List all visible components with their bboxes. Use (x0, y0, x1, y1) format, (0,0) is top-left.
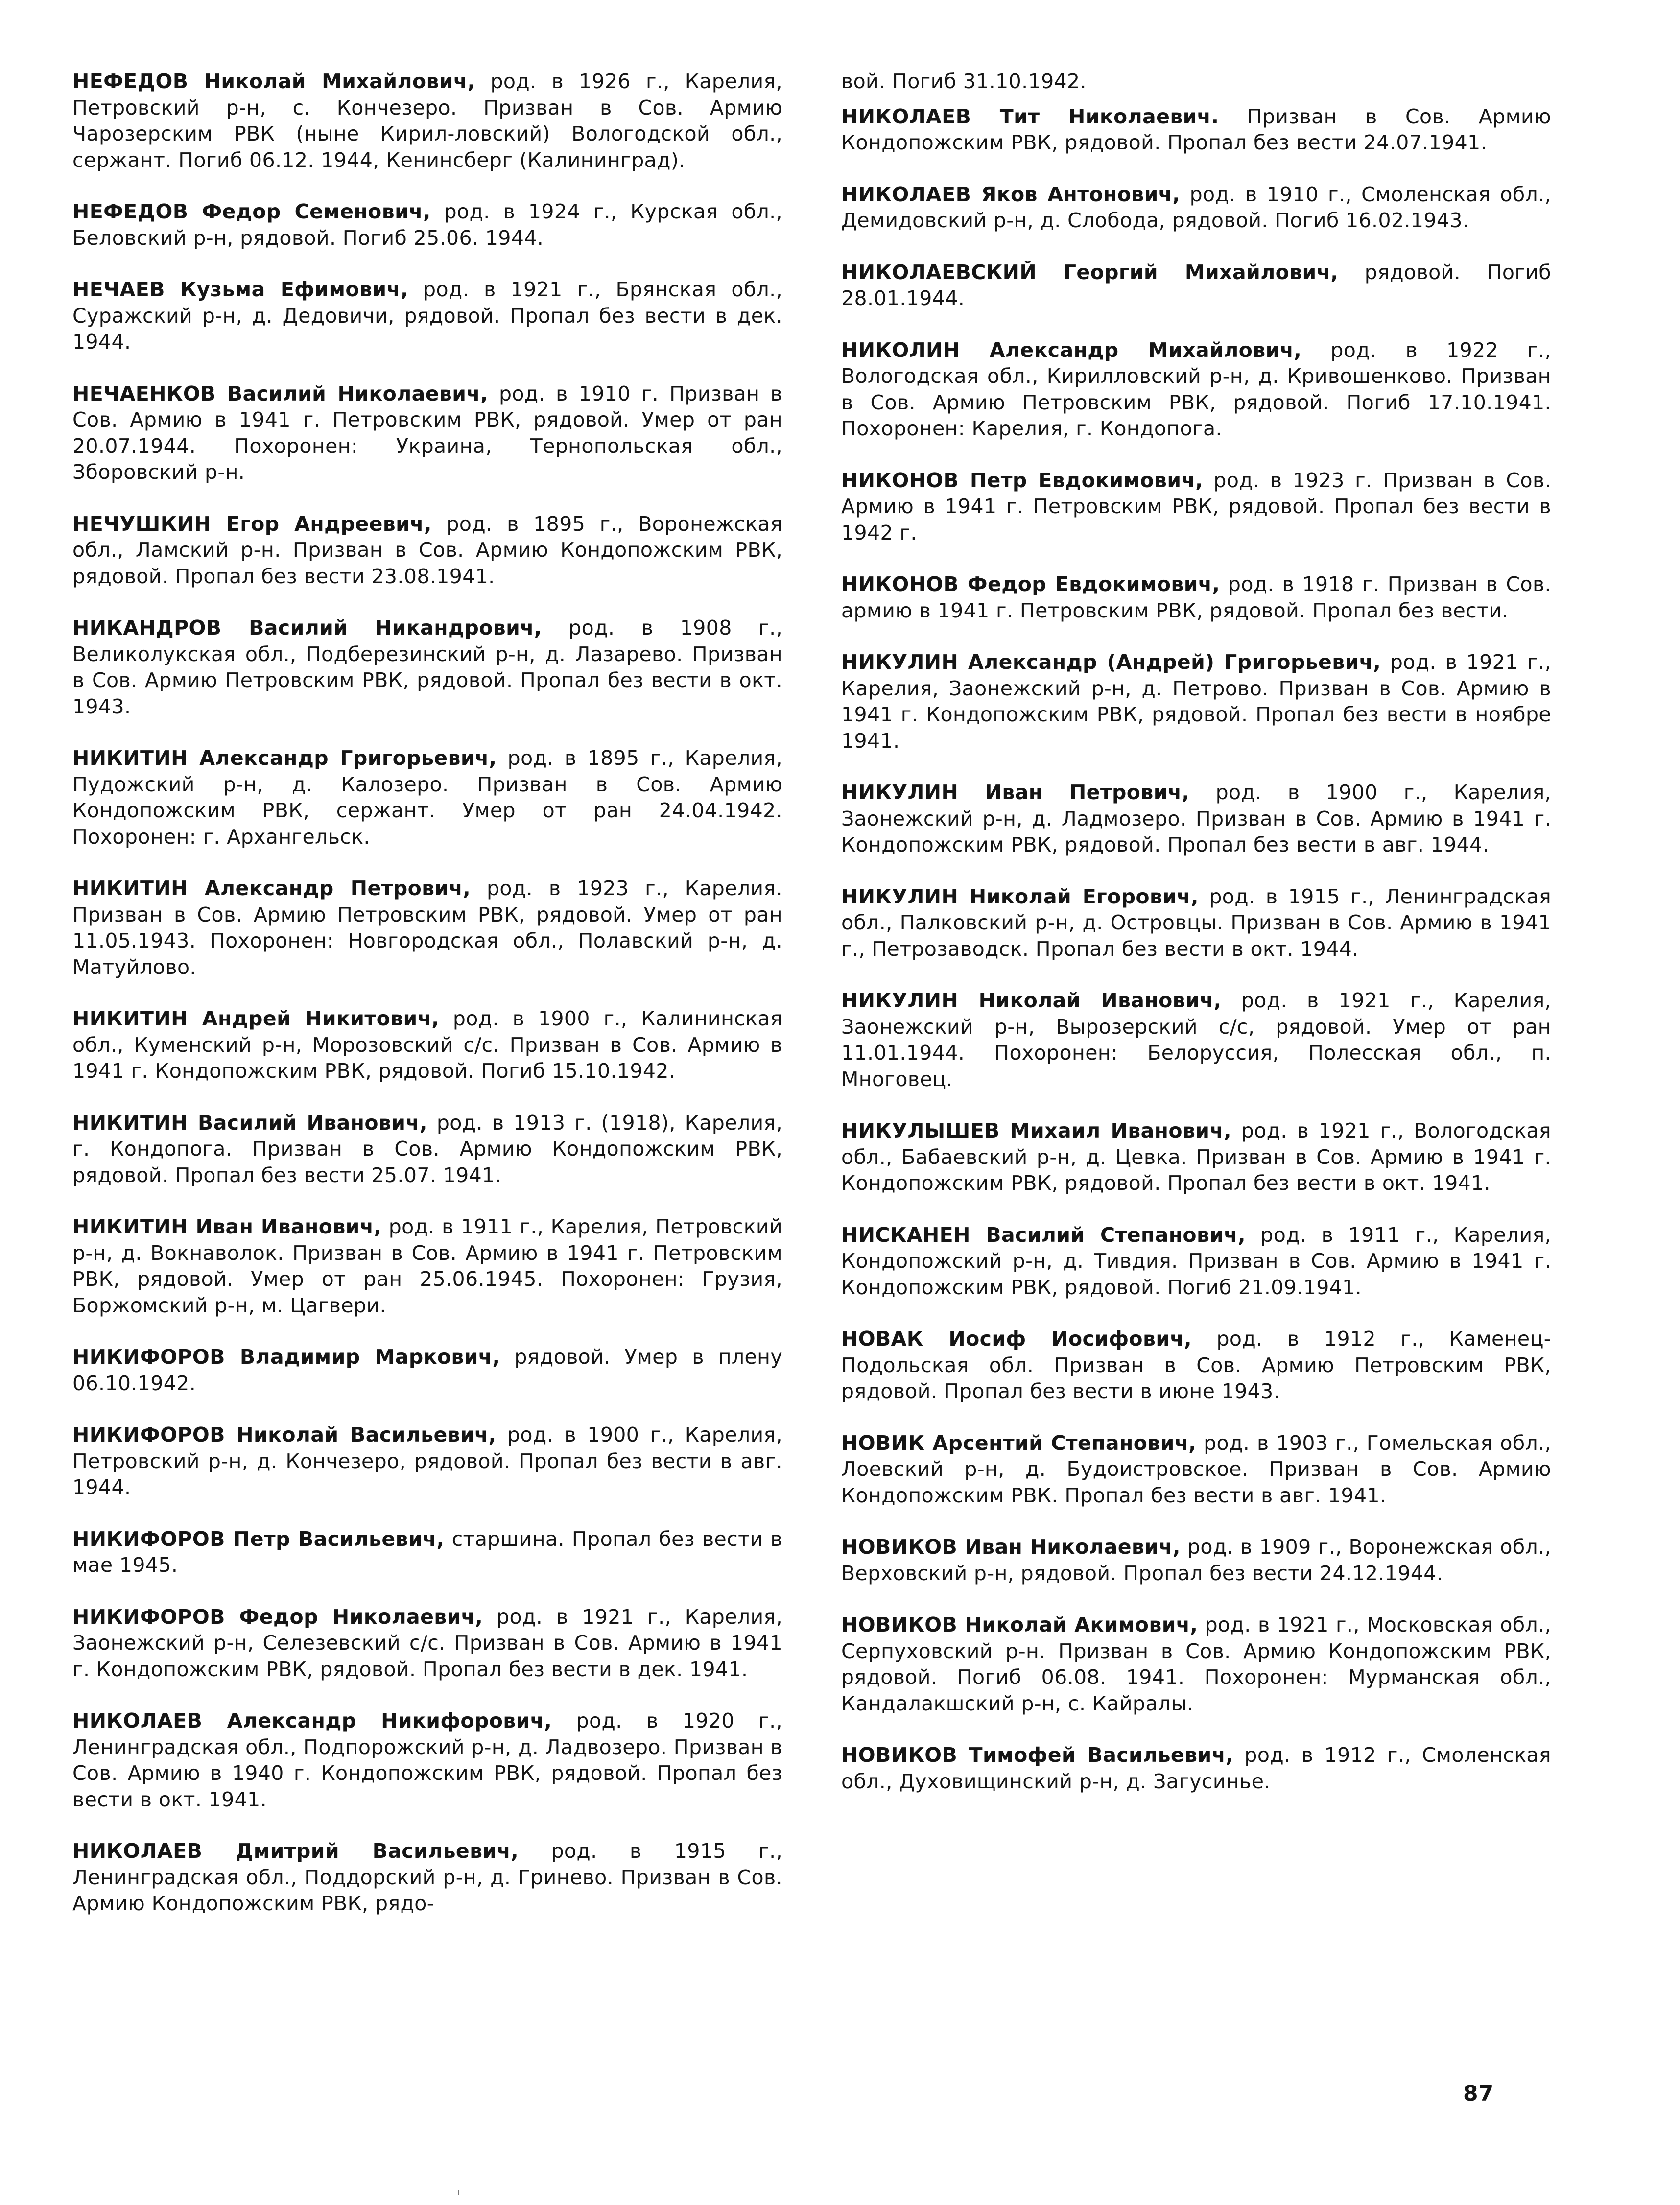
right-column (841, 69, 1551, 1820)
entry-name: НИКАНДРОВ Василий Никандрович, (72, 616, 542, 640)
list-item (72, 1214, 782, 1319)
entry-name: НОВИКОВ Николай Акимович, (841, 1613, 1198, 1636)
entry-text: род. в 1900 г., Калининская обл., Куменский р-н, Морозовский с/с. Призван в Сов. Армию в 1941 г. Кондопожским РВК, рядовой. Погиб 15.10.1942. (72, 1007, 782, 1083)
entry-name: НЕЧАЕВ Кузьма Ефимович, (72, 278, 408, 301)
entry-text: род. в 1915 г., Ленинградская обл., Поддорский р-н, д. Гринево. Призван в Сов. Армию Кондопожским РВК, рядо- (72, 1839, 783, 1915)
entry-text: род. в 1895 г., Карелия, Пудожский р-н, д. Калозеро. Призван в Сов. Армию Кондопожским РВК, сержант. Умер от ран 24.04.1942. Похоронен: г. Архангельск. (72, 746, 782, 849)
entry-text: род. в 1921 г., Брянская обл., Суражский р-н, д. Дедовичи, рядовой. Пропал без вести в дек. 1944. (72, 278, 783, 354)
entry-text: Призван в Сов. Армию Кондопожским РВК, рядовой. Пропал без вести 24.07.1941. (841, 104, 1551, 154)
list-item (72, 615, 782, 720)
entry-text: род. в 1923 г., Карелия. Призван в Сов. Армию Петровским РВК, рядовой. Умер от ран 11.05.1943. Похоронен: Новгородская обл., Полавский р-н, д. Матуйлово. (72, 877, 782, 979)
entry-text: вой. Погиб 31.10.1942. (841, 70, 1087, 93)
list-item (841, 884, 1551, 963)
list-item (72, 1838, 782, 1917)
list-item (72, 1604, 782, 1683)
list-item (841, 104, 1551, 156)
list-item (72, 1422, 782, 1501)
entry-name: НИСКАНЕН Василий Степанович, (841, 1223, 1246, 1247)
list-item (72, 1708, 782, 1813)
list-item (841, 1742, 1551, 1795)
list-item (72, 876, 782, 980)
entry-text: род. в 1913 г. (1918), Карелия, г. Кондопога. Призван в Сов. Армию Кондопожским РВК, рядовой. Пропал без вести 25.07. 1941. (72, 1111, 782, 1187)
entry-text: род. в 1921 г., Карелия, Заонежский р-н, д. Петрово. Призван в Сов. Армию в 1941 г. Кондопожским РВК, рядовой. Пропал без вести в ноябре 1941. (841, 650, 1552, 753)
entry-name: НЕФЕДОВ Николай Михайлович, (72, 70, 475, 93)
entry-text: род. в 1923 г. Призван в Сов. Армию в 1941 г. Петровским РВК, рядовой. Пропал без вести в 1942 г. (841, 468, 1551, 545)
entry-text: род. в 1895 г., Воронежская обл., Ламский р-н. Призван в Сов. Армию Кондопожским РВК, рядовой. Пропал без вести 23.08.1941. (72, 512, 782, 588)
entry-name: НОВАК Иосиф Иосифович, (841, 1327, 1192, 1351)
list-item (841, 649, 1551, 754)
list-item (841, 780, 1551, 858)
entry-name: НИКОЛИН Александр Михайлович, (841, 338, 1302, 362)
list-item (72, 199, 782, 251)
entry-text: род. в 1900 г., Карелия, Заонежский р-н, д. Ладмозеро. Призван в Сов. Армию в 1941 г. Кондопожским РВК, рядовой. Пропал без вести в авг. 1944. (841, 781, 1551, 856)
entry-text: род. в 1911 г., Карелия, Кондопожский р-н, д. Тивдия. Призван в Сов. Армию в 1941 г. Кондопожским РВК, рядовой. Погиб 21.09.1941. (841, 1223, 1551, 1299)
entry-name: НИКИФОРОВ Петр Васильевич, (72, 1527, 445, 1551)
list-item (72, 745, 782, 850)
list-item (72, 1006, 782, 1085)
list-item (841, 468, 1551, 546)
entry-name: НИКОЛАЕВ Александр Никифорович, (72, 1709, 552, 1732)
entry-text: род. в 1918 г. Призван в Сов. армию в 1941 г. Петровским РВК, рядовой. Пропал без вести. (841, 572, 1551, 622)
entry-text: рядовой. Умер в плену 06.10.1942. (72, 1345, 783, 1395)
entry-text: рядовой. Погиб 28.01.1944. (841, 260, 1551, 310)
entry-name: НИКИТИН Андрей Никитович, (72, 1007, 440, 1030)
entry-text: род. в 1900 г., Карелия, Петровский р-н, д. Кончезеро, рядовой. Пропал без вести в авг. 1944. (72, 1423, 782, 1499)
entry-name: НИКУЛИН Николай Егорович, (841, 884, 1199, 908)
entry-text: род. в 1912 г., Смоленская обл., Духовищинский р-н, д. Загусинье. (841, 1743, 1551, 1793)
page-number: 87 (1463, 2081, 1494, 2106)
entry-name: НИКИФОРОВ Федор Николаевич, (72, 1605, 483, 1629)
list-item (841, 1222, 1551, 1301)
entry-name: НОВИКОВ Иван Николаевич, (841, 1535, 1181, 1559)
list-item (841, 69, 1551, 95)
entry-text: род. в 1911 г., Карелия, Петровский р-н, д. Вокнаволок. Призван в Сов. Армию в 1941 г. Петровским РВК, рядовой. Умер от ран 25.06.1945. Похоронен: Грузия, Боржомский р-н, м. Цагвери. (72, 1215, 783, 1317)
list-item (841, 988, 1551, 1092)
entry-name: НИКОНОВ Федор Евдокимович, (841, 572, 1220, 596)
entry-text: род. в 1921 г., Карелия, Заонежский р-н, Вырозерский с/с, рядовой. Умер от ран 11.01.1944. Похоронен: Белоруссия, Полесская обл., п. Многовец. (841, 989, 1551, 1091)
left-column (72, 69, 782, 1943)
entry-text: род. в 1921 г., Московская обл., Серпуховский р-н. Призван в Сов. Армию Кондопожским РВК, рядовой. Погиб 06.08. 1941. Похоронен: Мурманская обл., Кандалакшский р-н, с. Кайралы. (841, 1613, 1551, 1715)
entry-text: род. в 1926 г., Карелия, Петровский р-н, с. Кончезеро. Призван в Сов. Армию Чарозерским РВК (ныне Кирил-ловский) Вологодской обл., сержант. Погиб 06.12. 1944, Кенинсберг (Калининград). (72, 70, 782, 172)
entry-name: НИКИФОРОВ Владимир Маркович, (72, 1345, 500, 1369)
entry-text: старшина. Пропал без вести в мае 1945. (72, 1527, 782, 1577)
list-item (72, 1526, 782, 1579)
entry-text: род. в 1921 г., Вологодская обл., Бабаевский р-н, д. Цевка. Призван в Сов. Армию в 1941 г. Кондопожским РВК, рядовой. Пропал без вести в окт. 1941. (841, 1119, 1551, 1195)
entry-name: НИКУЛИН Николай Иванович, (841, 989, 1222, 1012)
entry-name: НЕФЕДОВ Федор Семенович, (72, 200, 431, 223)
entry-name: НИКОЛАЕВСКИЙ Георгий Михайлович, (841, 260, 1339, 284)
entry-text: род. в 1921 г., Карелия, Заонежский р-н, Селезевский с/с. Призван в Сов. Армию в 1941 г. Кондопожским РВК, рядовой. Пропал без вести в дек. 1941. (72, 1605, 783, 1681)
entry-text: род. в 1924 г., Курская обл., Беловский р-н, рядовой. Погиб 25.06. 1944. (72, 200, 782, 250)
entry-text: род. в 1909 г., Воронежская обл., Верховский р-н, рядовой. Пропал без вести 24.12.1944. (841, 1535, 1551, 1585)
list-item (841, 1534, 1551, 1587)
list-item (841, 1118, 1551, 1197)
entry-text: род. в 1912 г., Каменец-Подольская обл. Призван в Сов. Армию Петровским РВК, рядовой. Пропал без вести в июне 1943. (841, 1327, 1551, 1403)
entry-text: род. в 1920 г., Ленинградская обл., Подпорожский р-н, д. Ладвозеро. Призван в Сов. Армию в 1940 г. Кондопожским РВК, рядовой. Пропал без вести в окт. 1941. (72, 1709, 782, 1811)
entry-name: НОВИКОВ Тимофей Васильевич, (841, 1743, 1234, 1767)
entry-text: род. в 1910 г. Призван в Сов. Армию в 1941 г. Петровским РВК, рядовой. Умер от ран 20.07.1944. Похоронен: Украина, Тернопольская обл., Зборовский р-н. (72, 381, 782, 484)
list-item (72, 381, 782, 486)
list-item (72, 511, 782, 590)
entry-text: род. в 1908 г., Великолукская обл., Подберезинский р-н, д. Лазарево. Призван в Сов. Армию Петровским РВК, рядовой. Пропал без вести в окт. 1943. (72, 616, 782, 718)
entry-name: НИКИТИН Александр Григорьевич, (72, 746, 497, 770)
list-item (841, 1326, 1551, 1405)
entry-text: род. в 1910 г., Смоленская обл., Демидовский р-н, д. Слобода, рядовой. Погиб 16.02.1943. (841, 182, 1552, 232)
list-item (841, 1612, 1551, 1717)
entry-name: НИКОНОВ Петр Евдокимович, (841, 468, 1203, 492)
entry-name: НОВИК Арсентий Степанович, (841, 1431, 1197, 1455)
list-item (841, 571, 1551, 624)
entry-name: НИКУЛИН Александр (Андрей) Григорьевич, (841, 650, 1381, 674)
list-item (72, 1344, 782, 1397)
entry-name: НИКОЛАЕВ Яков Антонович, (841, 182, 1181, 206)
entry-name: НИКУЛИН Иван Петрович, (841, 781, 1190, 804)
entry-name: НЕЧАЕНКОВ Василий Николаевич, (72, 381, 488, 405)
entry-name: НИКОЛАЕВ Дмитрий Васильевич, (72, 1839, 519, 1863)
entry-text: род. в 1903 г., Гомельская обл., Лоевский р-н, д. Будоистровское. Призван в Сов. Армию Кондопожским РВК. Пропал без вести в авг. 1941. (841, 1431, 1551, 1507)
entry-name: НИКУЛЫШЕВ Михаил Иванович, (841, 1119, 1231, 1142)
list-item (841, 1430, 1551, 1509)
entry-text: род. в 1922 г., Вологодская обл., Кирилловский р-н, д. Кривошенково. Призван в Сов. Армию Петровским РВК, рядовой. Погиб 17.10.1941. Похоронен: Карелия, г. Кондопога. (841, 338, 1552, 440)
entry-name: НИКИФОРОВ Николай Васильевич, (72, 1423, 497, 1446)
list-item (72, 1110, 782, 1189)
list-item (841, 182, 1551, 234)
entry-name: НИКОЛАЕВ Тит Николаевич. (841, 104, 1219, 128)
list-item (841, 260, 1551, 312)
entry-name: НИКИТИН Василий Иванович, (72, 1111, 427, 1135)
list-item (72, 277, 782, 356)
entry-name: НИКИТИН Александр Петрович, (72, 877, 471, 900)
list-item (72, 69, 782, 173)
scan-speck (458, 2190, 459, 2195)
entry-name: НЕЧУШКИН Егор Андреевич, (72, 512, 432, 536)
entry-text: род. в 1915 г., Ленинградская обл., Палковский р-н, д. Островцы. Призван в Сов. Армию в 1941 г., Петрозаводск. Пропал без вести в окт. 1944. (841, 884, 1552, 961)
entry-name: НИКИТИН Иван Иванович, (72, 1215, 382, 1238)
list-item (841, 337, 1551, 442)
